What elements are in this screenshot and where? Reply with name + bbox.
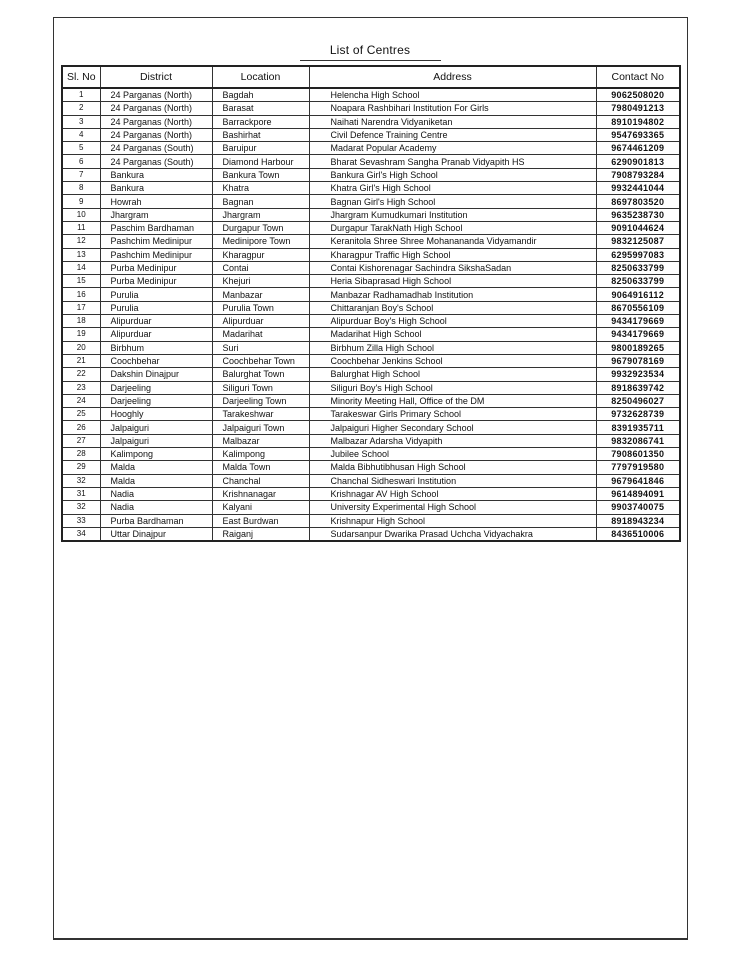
table-row [62, 341, 680, 354]
sl-no-cell: 10 [62, 208, 100, 221]
address-cell: Khatra Girl's High School [309, 182, 596, 195]
table-row [62, 288, 680, 301]
location-cell: East Burdwan [212, 514, 309, 527]
address-cell: Helencha High School [309, 88, 596, 102]
location-cell: Kalyani [212, 501, 309, 514]
title-underline [300, 60, 441, 61]
contact-cell: 9932441044 [596, 182, 680, 195]
contact-cell: 9932923534 [596, 368, 680, 381]
sl-no-cell: 14 [62, 261, 100, 274]
district-cell: Purulia [100, 301, 212, 314]
sl-no-cell: 5 [62, 142, 100, 155]
contact-cell: 9832086741 [596, 434, 680, 447]
contact-cell: 7980491213 [596, 102, 680, 115]
address-cell: Madarihat High School [309, 328, 596, 341]
address-cell: Noapara Rashbihari Institution For Girls [309, 102, 596, 115]
location-cell: Darjeeling Town [212, 394, 309, 407]
document-title: List of Centres [329, 43, 411, 57]
district-cell: Malda [100, 461, 212, 474]
table-row [62, 275, 680, 288]
sl-no-cell: 34 [62, 527, 100, 541]
table-row [62, 461, 680, 474]
contact-cell: 7797919580 [596, 461, 680, 474]
location-cell: Jhargram [212, 208, 309, 221]
table-row [62, 315, 680, 328]
district-cell: 24 Parganas (South) [100, 155, 212, 168]
table-row [62, 527, 680, 541]
table-row [62, 448, 680, 461]
district-cell: Purba Medinipur [100, 261, 212, 274]
address-cell: Chanchal Sidheswari Institution [309, 474, 596, 487]
district-cell: Nadia [100, 501, 212, 514]
district-cell: Jhargram [100, 208, 212, 221]
district-cell: Purulia [100, 288, 212, 301]
table-row [62, 248, 680, 261]
address-cell: Keranitola Shree Shree Mohanananda Vidyamandir [309, 235, 596, 248]
district-cell: Kalimpong [100, 448, 212, 461]
district-cell: Pashchim Medinipur [100, 235, 212, 248]
table-row [62, 408, 680, 421]
district-cell: Bankura [100, 182, 212, 195]
location-cell: Siliguri Town [212, 381, 309, 394]
address-cell: Jalpaiguri Higher Secondary School [309, 421, 596, 434]
district-cell: Jalpaiguri [100, 434, 212, 447]
address-cell: Balurghat High School [309, 368, 596, 381]
district-cell: Purba Medinipur [100, 275, 212, 288]
header-sl-no: Sl. No [62, 66, 100, 88]
sl-no-cell: 9 [62, 195, 100, 208]
table-row [62, 328, 680, 341]
address-cell: Siliguri Boy's High School [309, 381, 596, 394]
contact-cell: 9614894091 [596, 487, 680, 500]
location-cell: Medinipore Town [212, 235, 309, 248]
location-cell: Bankura Town [212, 168, 309, 181]
location-cell: Kalimpong [212, 448, 309, 461]
district-cell: 24 Parganas (North) [100, 128, 212, 141]
contact-cell: 9679078169 [596, 354, 680, 367]
sl-no-cell: 28 [62, 448, 100, 461]
header-location: Location [212, 66, 309, 88]
district-cell: 24 Parganas (North) [100, 102, 212, 115]
contact-cell: 9903740075 [596, 501, 680, 514]
location-cell: Barasat [212, 102, 309, 115]
table-body [62, 88, 680, 541]
address-cell: University Experimental High School [309, 501, 596, 514]
contact-cell: 8391935711 [596, 421, 680, 434]
contact-cell: 8250633799 [596, 261, 680, 274]
location-cell: Jalpaiguri Town [212, 421, 309, 434]
sl-no-cell: 7 [62, 168, 100, 181]
table-row [62, 168, 680, 181]
address-cell: Malda Bibhutibhusan High School [309, 461, 596, 474]
location-cell: Malbazar [212, 434, 309, 447]
table-row [62, 221, 680, 234]
table-row [62, 394, 680, 407]
district-cell: Uttar Dinajpur [100, 527, 212, 541]
address-cell: Birbhum Zilla High School [309, 341, 596, 354]
district-cell: Nadia [100, 487, 212, 500]
contact-cell: 9732628739 [596, 408, 680, 421]
district-cell: Jalpaiguri [100, 421, 212, 434]
district-cell: Coochbehar [100, 354, 212, 367]
district-cell: 24 Parganas (North) [100, 115, 212, 128]
table-row [62, 208, 680, 221]
sl-no-cell: 26 [62, 421, 100, 434]
table-row [62, 102, 680, 115]
location-cell: Alipurduar [212, 315, 309, 328]
sl-no-cell: 2 [62, 102, 100, 115]
sl-no-cell: 13 [62, 248, 100, 261]
location-cell: Barrackpore [212, 115, 309, 128]
contact-cell: 8697803520 [596, 195, 680, 208]
address-cell: Manbazar Radhamadhab Institution [309, 288, 596, 301]
table-row [62, 487, 680, 500]
header-district: District [100, 66, 212, 88]
address-cell: Chittaranjan Boy's School [309, 301, 596, 314]
contact-cell: 9062508020 [596, 88, 680, 102]
location-cell: Tarakeshwar [212, 408, 309, 421]
location-cell: Krishnanagar [212, 487, 309, 500]
sl-no-cell: 22 [62, 368, 100, 381]
district-cell: Hooghly [100, 408, 212, 421]
location-cell: Khejuri [212, 275, 309, 288]
location-cell: Diamond Harbour [212, 155, 309, 168]
district-cell: 24 Parganas (South) [100, 142, 212, 155]
contact-cell: 6290901813 [596, 155, 680, 168]
district-cell: Darjeeling [100, 381, 212, 394]
contact-cell: 9434179669 [596, 315, 680, 328]
centres-table [61, 65, 681, 542]
contact-cell: 8250496027 [596, 394, 680, 407]
sl-no-cell: 20 [62, 341, 100, 354]
address-cell: Bharat Sevashram Sangha Pranab Vidyapith HS [309, 155, 596, 168]
sl-no-cell: 31 [62, 487, 100, 500]
district-cell: Alipurduar [100, 328, 212, 341]
location-cell: Purulia Town [212, 301, 309, 314]
location-cell: Baruipur [212, 142, 309, 155]
contact-cell: 6295997083 [596, 248, 680, 261]
table-row [62, 115, 680, 128]
address-cell: Durgapur TarakNath High School [309, 221, 596, 234]
table-row [62, 88, 680, 102]
location-cell: Balurghat Town [212, 368, 309, 381]
table-row [62, 235, 680, 248]
address-cell: Coochbehar Jenkins School [309, 354, 596, 367]
sl-no-cell: 8 [62, 182, 100, 195]
sl-no-cell: 16 [62, 288, 100, 301]
sl-no-cell: 1 [62, 88, 100, 102]
location-cell: Bagnan [212, 195, 309, 208]
table-row [62, 301, 680, 314]
table-row [62, 195, 680, 208]
contact-cell: 7908601350 [596, 448, 680, 461]
district-cell: Malda [100, 474, 212, 487]
sl-no-cell: 23 [62, 381, 100, 394]
address-cell: Naihati Narendra Vidyaniketan [309, 115, 596, 128]
district-cell: Howrah [100, 195, 212, 208]
table-row [62, 354, 680, 367]
contact-cell: 9674461209 [596, 142, 680, 155]
location-cell: Bagdah [212, 88, 309, 102]
address-cell: Jhargram Kumudkumari Institution [309, 208, 596, 221]
sl-no-cell: 24 [62, 394, 100, 407]
location-cell: Durgapur Town [212, 221, 309, 234]
district-cell: Pashchim Medinipur [100, 248, 212, 261]
location-cell: Coochbehar Town [212, 354, 309, 367]
contact-cell: 8670556109 [596, 301, 680, 314]
sl-no-cell: 6 [62, 155, 100, 168]
location-cell: Khatra [212, 182, 309, 195]
contact-cell: 8918943234 [596, 514, 680, 527]
table-row [62, 514, 680, 527]
location-cell: Madarihat [212, 328, 309, 341]
contact-cell: 9832125087 [596, 235, 680, 248]
sl-no-cell: 18 [62, 315, 100, 328]
sl-no-cell: 11 [62, 221, 100, 234]
table-row [62, 155, 680, 168]
table-row [62, 381, 680, 394]
contact-cell: 9679641846 [596, 474, 680, 487]
address-cell: Tarakeswar Girls Primary School [309, 408, 596, 421]
address-cell: Malbazar Adarsha Vidyapith [309, 434, 596, 447]
sl-no-cell: 21 [62, 354, 100, 367]
table-row [62, 474, 680, 487]
district-cell: Bankura [100, 168, 212, 181]
address-cell: Kharagpur Traffic High School [309, 248, 596, 261]
sl-no-cell: 15 [62, 275, 100, 288]
district-cell: Birbhum [100, 341, 212, 354]
sl-no-cell: 3 [62, 115, 100, 128]
address-cell: Heria Sibaprasad High School [309, 275, 596, 288]
contact-cell: 9064916112 [596, 288, 680, 301]
table-header [62, 66, 680, 88]
address-cell: Sudarsanpur Dwarika Prasad Uchcha Vidyachakra [309, 527, 596, 541]
contact-cell: 9547693365 [596, 128, 680, 141]
location-cell: Chanchal [212, 474, 309, 487]
contact-cell: 9800189265 [596, 341, 680, 354]
location-cell: Manbazar [212, 288, 309, 301]
table-row [62, 261, 680, 274]
header-contact-no: Contact No [596, 66, 680, 88]
contact-cell: 9091044624 [596, 221, 680, 234]
sl-no-cell: 32 [62, 474, 100, 487]
table-row [62, 128, 680, 141]
contact-cell: 8436510006 [596, 527, 680, 541]
address-cell: Contai Kishorenagar Sachindra SikshaSadan [309, 261, 596, 274]
contact-cell: 8910194802 [596, 115, 680, 128]
sl-no-cell: 33 [62, 514, 100, 527]
header-address: Address [309, 66, 596, 88]
table-row [62, 421, 680, 434]
address-cell: Alipurduar Boy's High School [309, 315, 596, 328]
location-cell: Raiganj [212, 527, 309, 541]
district-cell: Dakshin Dinajpur [100, 368, 212, 381]
sl-no-cell: 12 [62, 235, 100, 248]
address-cell: Krishnagar AV High School [309, 487, 596, 500]
contact-cell: 8250633799 [596, 275, 680, 288]
table-row [62, 368, 680, 381]
district-cell: Darjeeling [100, 394, 212, 407]
sl-no-cell: 4 [62, 128, 100, 141]
sl-no-cell: 25 [62, 408, 100, 421]
contact-cell: 8918639742 [596, 381, 680, 394]
sl-no-cell: 32 [62, 501, 100, 514]
location-cell: Bashirhat [212, 128, 309, 141]
address-cell: Krishnapur High School [309, 514, 596, 527]
sl-no-cell: 27 [62, 434, 100, 447]
address-cell: Minority Meeting Hall, Office of the DM [309, 394, 596, 407]
district-cell: Paschim Bardhaman [100, 221, 212, 234]
sl-no-cell: 17 [62, 301, 100, 314]
location-cell: Kharagpur [212, 248, 309, 261]
table-row [62, 434, 680, 447]
district-cell: 24 Parganas (North) [100, 88, 212, 102]
address-cell: Civil Defence Training Centre [309, 128, 596, 141]
address-cell: Madarat Popular Academy [309, 142, 596, 155]
contact-cell: 9635238730 [596, 208, 680, 221]
table-row [62, 501, 680, 514]
address-cell: Bagnan Girl's High School [309, 195, 596, 208]
district-cell: Alipurduar [100, 315, 212, 328]
sl-no-cell: 29 [62, 461, 100, 474]
header-row [62, 66, 680, 88]
address-cell: Bankura Girl's High School [309, 168, 596, 181]
location-cell: Suri [212, 341, 309, 354]
table-row [62, 182, 680, 195]
location-cell: Contai [212, 261, 309, 274]
contact-cell: 7908793284 [596, 168, 680, 181]
table-row [62, 142, 680, 155]
address-cell: Jubilee School [309, 448, 596, 461]
sl-no-cell: 19 [62, 328, 100, 341]
district-cell: Purba Bardhaman [100, 514, 212, 527]
location-cell: Malda Town [212, 461, 309, 474]
contact-cell: 9434179669 [596, 328, 680, 341]
